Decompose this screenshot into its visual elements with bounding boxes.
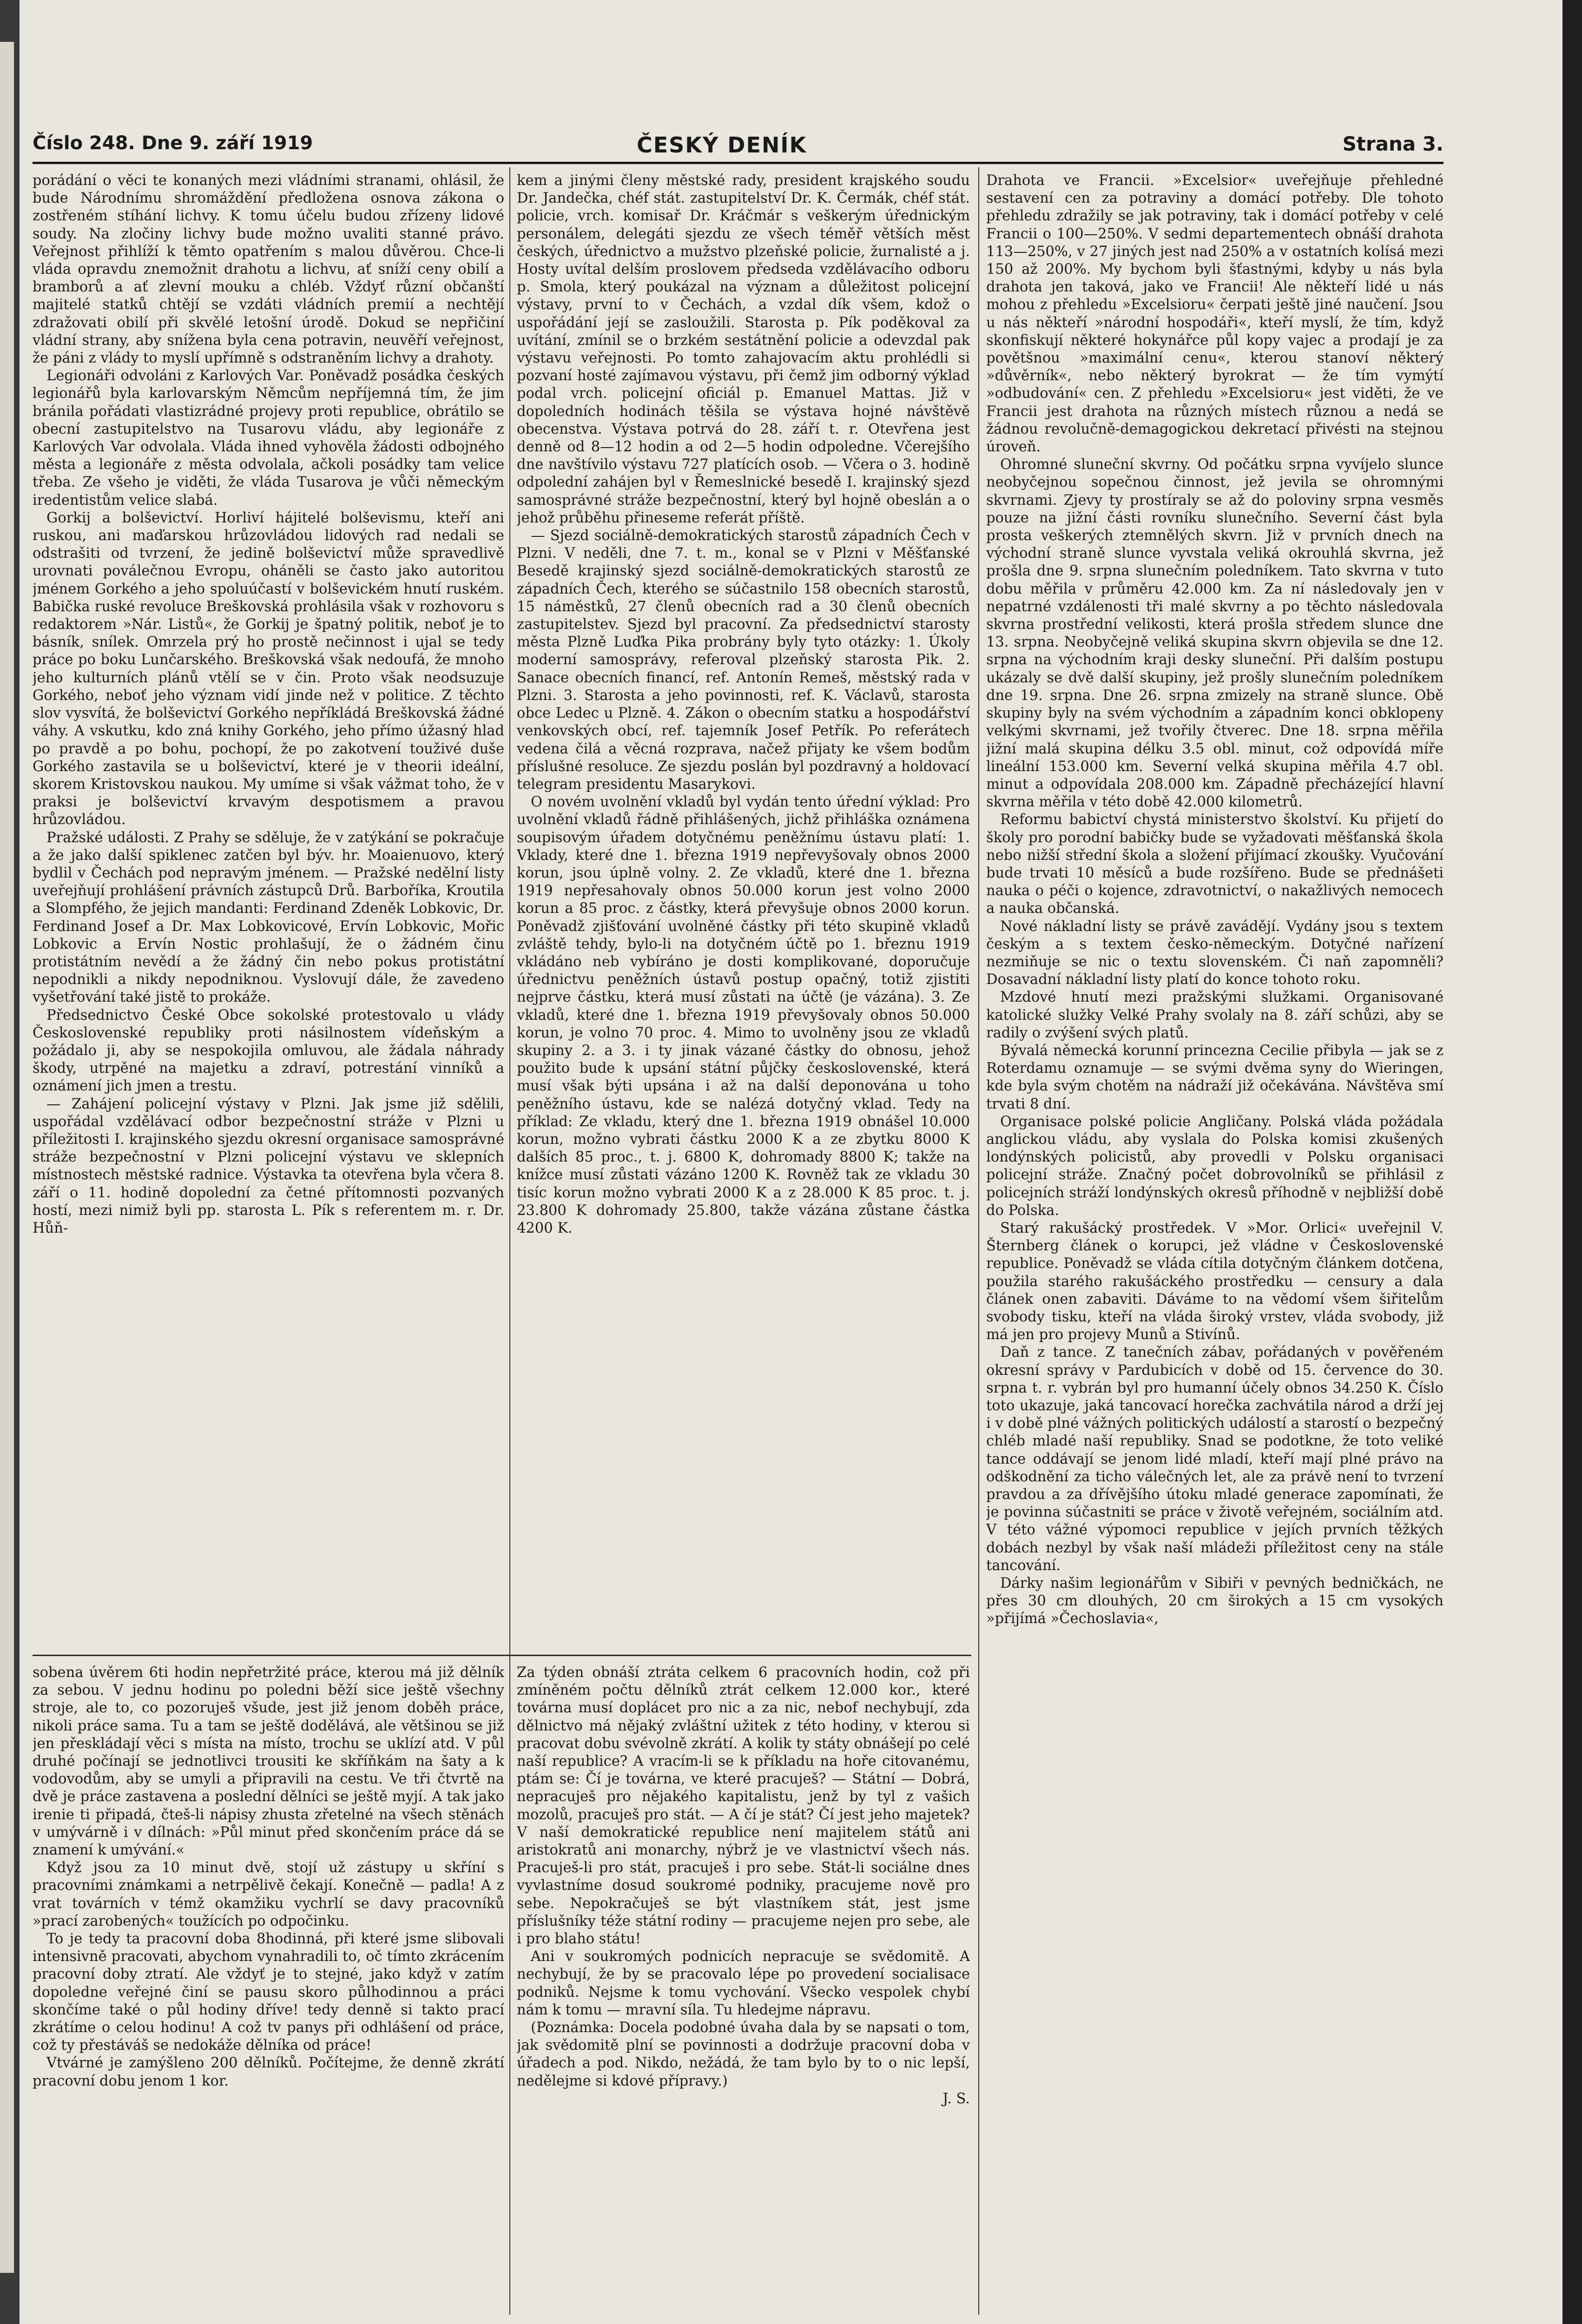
article-legionnaires: Legionáři odvoláni z Karlových Var. Poněvadž posádka českých legionářů byla karlovarským Němcům nepříjemná tím, že jim bránila pořádati vlastizrádné projevy proti republice, obrátilo se obecní zastupitelstvo na Tusarovu vládu, aby legionáře z Karlových Var odvolala. Vláda ihned vyhověla žádosti odbojného města a legionáře z města odvolala, ačkoli posádky tam velice třeba. Ze všeho je viděti, že vláda Tusarova je vůči německým iredentistům velice slabá. (33, 368, 504, 508)
feuilleton-paragraph: Za týden obnáší ztráta celkem 6 pracovních hodin, což při zmíněném počtu dělníků ztrát celkem 12.000 kor., které továrna musí doplácet pro nic a za nic, nebof nechybují, zda dělnictvo má nějaký zvláštní užitek z této hodiny, v kterou si pracovat dobu svévolně zkrátí. A kolik ty státy obnášejí po celé naší republice? A vracím-li se k příkladu na hoře citovanému, ptám se: Čí je továrna, ve které pracuješ? — Státní — Dobrá, nepracuješ pro nějakého kapitalistu, jenž by tyl z vašich mozolů, pracuješ pro stát. — A čí je stát? Čí jest jeho majetek? V naší demokratické republice není majitelem států ani aristokratů ani monarchy, nýbrž je ve vlastnictví všech nás. Pracuješ-li pro stát, pracuješ i pro sebe. Stát-li sociálne dnes vyvlastníme dosud soukromé podniky, pracujeme nově pro sebe. Nepokračuješ se být vlastníkem stát, jest jsme příslušníky téže státní rodiny — pracujeme nejen pro sebe, ale i pro blaho státu! (517, 1664, 970, 1948)
article-midwifery: Reformu babictví chystá ministerstvo školství. Ku přijetí do školy pro porodní babičky bude se vyžadovati měšťanská škola nebo nižší střední škola a složení přijímací zkoušky. Vyučování bude trvati 10 měsíců a bude rozšířeno. Bude se přednášeti nauka o péči o kojence, zdravotnictví, o nakažlivých nemocech a nauka občanská. (986, 812, 1444, 917)
column-rule-1 (509, 167, 510, 2315)
column-rule-2 (978, 167, 979, 2315)
feuilleton-paragraph: Ani v soukromých podnicích nepracuje se svědomitě. A nechybují, že by se pracovalo lépe po provedení socialisace podniků. Nejsme k tomu vychování. Všecko vespolek chybí nám k tomu — mravní síla. Tu hledejme nápravu. (517, 1948, 970, 2018)
feuilleton-rule (33, 1655, 971, 1656)
masthead-title: ČESKÝ DENÍK (637, 132, 807, 158)
article-sokol: Předsednictvo České Obce sokolské protestovalo u vlády Československé republiky proti násilnostem vídeňským a požádalo ji, aby se nespokojila omluvou, ale žádala náhrady škody, utrpěné na majetku a zdraví, potrestání vinníků a oznámení jich jmen a trestu. (33, 1007, 504, 1095)
scan-edge-right (1562, 0, 1582, 2324)
article-france-prices: Drahota ve Francii. »Excelsior« uveřejňuje přehledné sestavení cen za potraviny a domácí potřeby. Dle tohoto přehledu zdražily se jak potraviny, tak i domácí potřeby v celé Francii o 100—250%. V sedmi departementech obnáší drahota 113—250%, v 27 jiných jest nad 250% a v ostatních kolísá mezi 150 až 200%. My bychom byli šťastnými, kdyby u nás byla drahota jen taková, jako ve Francii! Ale někteří lidé u nás mohou z přehledu »Excelsioru« čerpati ještě jiné naučení. Jsou u nás někteří »národní hospodáři«, kteří myslí, že tím, když skonfiskují některé hokynářce půl kopy vajec a prodají je za povětšnou »maximální cenu«, kterou stanoví některý »důvěrník«, nebo některý byrokrat — že tím vymýtí »odbudování« cen. Z přehledu »Excelsioru« jest viděti, že ve Francii jest drahota na různých místech různou a nedá se žádnou revolučně-demagogickou dekretací přivésti na stejnou úroveň. (986, 172, 1444, 456)
column-1-feuilleton (33, 1664, 504, 2305)
article-princess: Bývalá německá korunní princezna Cecilie přibyla — jak se z Roterdamu oznamuje — se svými dvěma syny do Wieringen, kde byla svým chotěm na nádraží již očekávána. Návštěva smí trvati 8 dní. (986, 1042, 1444, 1112)
feuilleton-paragraph: To je tedy ta pracovní doba 8hodinná, při které jsme slibovali intensivně pracovati, abychom vynahradili to, oč tímto zkrácením pracovní doby ztratí. Ale vždyť je to stejné, jako když v zatím dopoledne veřejné činí se pausu skoro půlhodinnou a práci skončíme také o půl hodiny dříve! tedy denně si takto prací zkrátíme o celou hodinu! A což tv panys při odhlášení od práce, což ty přestáváš se nedokáže dělníka od práce! (33, 1931, 504, 2054)
feuilleton-paragraph: Když jsou za 10 minut dvě, stojí už zástupy u skříní s pracovními známkami a netrpělivě čekají. Konečně — padla! A z vrat továrních v témž okamžiku vychrlí se davy pracovníků »prací zarobených« toužících po odpočinku. (33, 1860, 504, 1929)
page-number: Strana 3. (1342, 132, 1444, 155)
article-deposits: O novém uvolnění vkladů byl vydán tento úřední výklad: Pro uvolnění vkladů řádně přihlášených, jichž přihláška oznámena soupisovým úřadem dotyčnému peněžnímu ústavu platí: 1. Vklady, které dne 1. března 1919 nepřevyšovaly obnos 2000 korun, jsou úplně volny. 2. Ze vkladů, které dne 1. března 1919 nepřesahovaly obnos 50.000 korun jest volno 2000 korun a 85 proc. z částky, která převyšuje obnos 2000 korun. Poněvadž zjišťování uvolněné částky při této skupině vkladů zvláště tehdy, bylo-li na dotyčném účtě po 1. březnu 1919 vkládáno neb vybíráno je dosti komplikované, doporučuje úřednictvu peněžních ústavů postup opačný, totiž zjistiti nejprve částku, která musí zůstati na účtě (je vázána). 3. Ze vkladů, které dne 1. března 1919 převyšovaly obnos 50.000 korun, je volno 70 proc. 4. Mimo to uvolněny jsou ze vkladů skupiny 2. a 3. i ty jinak vázané částky do obnosu, jehož použito bude k upsání státní půjčky československé, která musí však býti upsána i až na další deponována u toho peněžního ústavu, kde se nalézá dotyčný vklad. Tedy na příklad: Ze vkladu, který dne 1. března 1919 obnášel 10.000 korun, možno vybrati částku 2000 K a ze zbytku 8000 K dalších 85 proc., t. j. 6800 K, dohromady 8800 K; takže na knížce musí zůstati vázáno 1200 K. Rovněž tak ze vkladu 30 tisíc korun možno vybrati 2000 K a z 28.000 K 85 proc. t. j. 23.800 K dohromady 25.800, takže vázána zůstane částka 4200 K. (517, 794, 970, 1236)
feuilleton-note: (Poznámka: Docela podobné úvaha dala by se napsati o tom, jak svědomitě plní se povinnosti a dodržuje pracovní doba v úřadech a pod. Nikdo, nežádá, že tam bylo by to o nic lepší, nedělejme si kdové přípravy.) (517, 2020, 970, 2089)
column-3 (986, 172, 1444, 2305)
header-rule (33, 162, 1444, 164)
article-mayors-congress: — Sjezd sociálně-demokratických starostů západních Čech v Plzni. V neděli, dne 7. t. m., konal se v Plzni v Měšťanské Besedě krajinský sjezd sociálně-demokratických starostů ze západních Čech, kterého se súčastnilo 158 obecních starostů, 15 náměstků, 27 členů obecních rad a 30 členů obecních zastupitelstev. Sjezd byl pracovní. Za předsednictví starosty města Plzně Luďka Pika probrány byly tyto otázky: 1. Úkoly moderní samosprávy, referoval plzeňský starosta Pik. 2. Sanace obecních financí, ref. Antonín Remeš, městský rada v Plzni. 3. Starosta a jeho povinnosti, ref. K. Václavů, starosta obce Ledec u Plzně. 4. Zákon o obecním statku a hospodářství venkovských obcí, ref. tajemník Josef Petřík. Po referátech vedena čilá a věcná rozprava, načež přijaty ke všem bodům příslušné resoluce. Ze sjezdu poslán byl pozdravný a holdovací telegram presidentu Masarykovi. (517, 528, 970, 792)
previous-page-strip (0, 42, 14, 2273)
article-censorship: Starý rakušácký prostředek. V »Mor. Orlici« uveřejnil V. Šternberg článek o korupci, jež vládne v Československé republice. Poněvadž se vláda cítila dotyčným článkem dotčena, použila starého rakušáckého prostředku — censury a dala článek onen zabaviti. Dáváme to na vědomí všem šiřitelům svobody tisku, kteří na vláda široký vrstev, vláda svobody, již má jen pro projevy Munů a Stivínů. (986, 1220, 1444, 1343)
column-2-feuilleton (517, 1664, 970, 2305)
article-police-exhibition: — Zahájení policejní výstavy v Plzni. Jak jsme již sdělili, uspořádal vzdělávací odbor bezpečnostní stráže v Plzni u příležitosti I. krajinského sjezdu okresní organisace samosprávné stráže bezpečnostní v Plzni policejní výstavu ve sklepních místnostech městské radnice. Výstavka ta otevřena byla včera 8. září o 11. hodině dopolední za četné přítomnosti pozvaných hostí, mezi nimiž byli pp. starosta L. Pík s referentem m. r. Dr. Hůň- (33, 1096, 504, 1236)
article-dance-tax: Daň z tance. Z tanečních zábav, pořádaných v pověřeném okresní správy v Pardubicích v době od 15. července do 30. srpna t. r. vybrán byl pro humanní účely obnos 34.250 K. Číslo toto ukazuje, jaká tancovací horečka zachvátila národ a drží jej i v době plné vážných politických událostí a starostí o bezpečný chléb mladé naší republiky. Snad se podotkne, že toto veliké tance oddávají se jenom lidé mladí, kteří mají plné právo na odškodnění za ticho válečných let, ale za právě není to tvrzení pravdou a za dřívějšího útoku mladé generace zapomínati, že je povinna súčastniti se práce v životě veřejném, sociálním atd. V této vážné výpomoci republice v jejích prvních těžkých dobách nezbyl by však naší mládeži příležitost ceny na stále tancování. (986, 1344, 1444, 1574)
article-gorky: Gorkij a bolševictví. Horliví hájitelé bolševismu, kteří ani ruskou, ani maďarskou hrůzovládou lidových rad nedali se odstrašiti od tvrzení, že jedině bolševictví může spravedlivě urovnati poválečnou Evropu, oháněli se často jako autoritou jménem Gorkého a jeho spoluúčastí v bolševickém hnutí ruském. Babička ruské revoluce Breškovská prohlásila však v rozhovoru s redaktorem »Nár. Listů«, že Gorkij je špatný politik, neboť je to básník, snílek. Omrzela prý ho prostě nečinnost i ujal se tedy práce po boku Lunčarského. Breškovská však nedoufá, že mnoho jeho kulturních plánů vtělí se v čin. Proto však neodsuzuje Gorkého, neboť jeho význam vidí jinde než v politice. Z těchto slov vysvítá, že bolševictví Gorkého nepříkládá Breškovská žádné váhy. A vskutku, kdo zná knihy Gorkého, jeho přímo úžasný hlad po pravdě a po bohu, pochopí, že po zakotvení touživé duše Gorkého zastavila se u bolševictví, které je v theorii ideální, skorem Kristovskou naukou. My umíme si však vážmat toho, že v praksi je bolševictví krvavým despotismem a pravou hrůzovládou. (33, 509, 504, 828)
feuilleton-paragraph: Vtvárné je zamýšleno 200 dělníků. Počítejme, že denně zkrátí pracovní dobu jenom 1 kor. (33, 2055, 504, 2089)
feuilleton-paragraph: sobena úvěrem 6ti hodin nepřetržité práce, kterou má již dělník za sebou. V jednu hodinu po poledni běží sice ještě všechny stroje, ale to, co pozoruješ všude, jest již jenom doběh práce, nikoli práce sama. Tu a tam se ještě dodělává, ale většinou se již jen přeskládají věci s místa na místo, trochu se uklízí atd. V půl druhé počínají se jednotlivci trousiti ke skříňkám na šaty a k vodovodům, aby se umyli a připravili na cestu. Ve tři čtvrtě na dvě je práce zastavena a poslední dělníci se ještě myjí. A tak jako irenie ti připadá, čteš-li nápisy zhusta zřetelné na všech stěnách v umývárně i v dílnách: »Půl minut před skončením práce dá se znamení k umývání.« (33, 1664, 504, 1859)
column-1-top (33, 172, 504, 1645)
article-legion-gifts: Dárky našim legionářům v Sibiři v pevných bedničkách, ne přes 30 cm dlouhých, 20 cm širokých a 15 cm vysokých »přijímá »Čechoslavia«, (986, 1575, 1444, 1627)
article-paragraph: kem a jinými členy městské rady, president krajského soudu Dr. Jandečka, chéf stát. zastupitelství Dr. K. Čermák, chéf stát. policie, vrch. komisař Dr. Kráčmár s veškerým úřednickým personálem, delegáti sjezdu ze všech téměř větších měst českých, úřednictvo a mužstvo plzeňské policie, žurnalisté a j. Hosty uvítal delším proslovem předseda vzdělávacího odboru p. Smola, který poukázal na význam a důležitost policejní výstavy, první to v Čechách, a vzdal dík všem, kdož o uspořádání její se zasloužili. Starosta p. Pík poděkoval za uvítání, zmínil se o brzkém sestátnění policie a odevzdal pak výstavu veřejnosti. Po tomto zahajovacím aktu prohlédli si pozvaní hosté zajímavou výstavu, při čemž jim odborný výklad podal vrch. policejní oficiál p. Emanuel Mattas. Již v dopoledních hodinách těšila se výstava hojné návštěvě obecenstva. Výstava potrvá do 28. září t. r. Otevřena jest denně od 8—12 hodin a od 2—5 hodin odpoledne. Včerejšího dne navštívilo výstavu 727 platících osob. — Včera o 3. hodině odpolední zahájen byl v Řemeslnické besedě I. krajinský sjezd samosprávné stráže bezpečnostní, který byl hojně obeslán a o jehož průběhu přineseme referát příště. (517, 172, 970, 526)
issue-line: Číslo 248. Dne 9. září 1919 (33, 132, 313, 154)
article-polish-police: Organisace polské policie Angličany. Polská vláda požádala anglickou vládu, aby vyslala do Polska komisi zkušených londýnských policistů, aby provedli v Polsku organisaci policejní stráže. Značný počet dobrovolníků se přihlásil z policejních stráží londýnských okresů příhodně v nejbližší době do Polska. (986, 1113, 1444, 1219)
article-maids: Mzdové hnutí mezi pražskými služkami. Organisované katolické služky Velké Prahy svolaly na 8. září schůzi, aby se radily o zvýšení svých platů. (986, 989, 1444, 1041)
article-prague-events: Pražské události. Z Prahy se sděluje, že v zatýkání se pokračuje a že jako další spiklenec zatčen byl býv. hr. Moaienuovo, který bydlil v Čechách pod nepravým jménem. — Pražské nedělní listy uveřejňují prohlášení právních zástupců Drů. Barboříka, Kroutila a Slompfého, že jejich mandanti: Ferdinand Zdeněk Lobkovic, Dr. Ferdinand Josef a Dr. Max Lobkovicové, Ervín Lobkovic, Mořic Lobkovic a Ervín Nostic prohlašují, že o žádném činu protistátním nevědí a že žádný čin nebo pokus protistátní nepodnikli a nikdy nepodniknou. Vyslovují dále, že zavedeno vyšetřování také jistě to prokáže. (33, 829, 504, 1006)
article-paragraph: porádání o věci te konaných mezi vládními stranami, ohlásil, že bude Národnímu shromáždění předložena osnova zákona o zostřeném stíhání lichvy. K tomu účelu budou zřízeny lidové soudy. Na zločiny lichvy bude možno uvaliti stanné právo. Veřejnost přihlíží k těmto opatřením s malou důvěrou. Chce-li vláda opravdu znemožnit drahotu a lichvu, ať sníží ceny obilí a bramborů a ať zlevní mouku a chléb. Vždyť různí občanští majitelé statků chtějí se vzdáti vládních premií a nechtějí zdražovati obilí při skvělé letošní úrodě. Dokud se nepřičiní vládní strany, aby snížena byla cena potravin, neuvěří veřejnost, že páni z vlády to myslí upřímně s odstraněním lichvy a drahoty. (33, 172, 504, 367)
author-signature: J. S. (943, 2090, 970, 2107)
page-header (33, 132, 1444, 160)
article-sunspots: Ohromné sluneční skvrny. Od počátku srpna vyvíjelo slunce neobyčejnou sopečnou činnost, jež jevila se ohromnými skvrnami. Zjevy ty prostíraly se až do poloviny srpna vesměs pouze na jižní části rovníku slunečního. Severní část byla prosta veškerých ztemnělých skvrn. Již v prvních dnech na východní straně slunce vyvstala veliká okrouhlá skvrna, jež prošla dne 9. srpna slunečním poledníkem. Tato skvrna v tuto dobu měřila v průměru 42.000 km. Za ní následovaly jen v nepatrné vzdálenosti tři malé skvrny a po těchto následovala skvrna prostřední velikosti, která prošla středem slunce dne 13. srpna. Neobyčejně veliká skupina skvrn objevila se dne 12. srpna na východním kraji desky sluneční. Při dalším postupu ukázaly se dvě další skupiny, jež prošly slunečním poledníkem dne 19. srpna. Dne 26. srpna zmizely na straně slunce. Obě skupiny byly na svém východním a západním konci obklopeny velkými skvrnami, jež tvořily čtverec. Dne 18. srpna měřila jižní malá skupina délku 3.5 obl. minut, což odpovídá míře lineální 153.000 km. Severní velká skupina měřila 4.7 obl. minut a odpovídala 208.000 km. Západně přecházející hlavní skvrna měřila v této době 42.000 kilometrů. (986, 456, 1444, 811)
article-waybills: Nové nákladní listy se právě zavádějí. Vydány jsou s textem českým a s textem česko-německým. Dotyčné nařízení nezmiňuje se nic o textu slovenském. Či naň zapomněli? Dosavadní nákladní listy platí do konce tohoto roku. (986, 918, 1444, 988)
column-2-top (517, 172, 970, 1645)
